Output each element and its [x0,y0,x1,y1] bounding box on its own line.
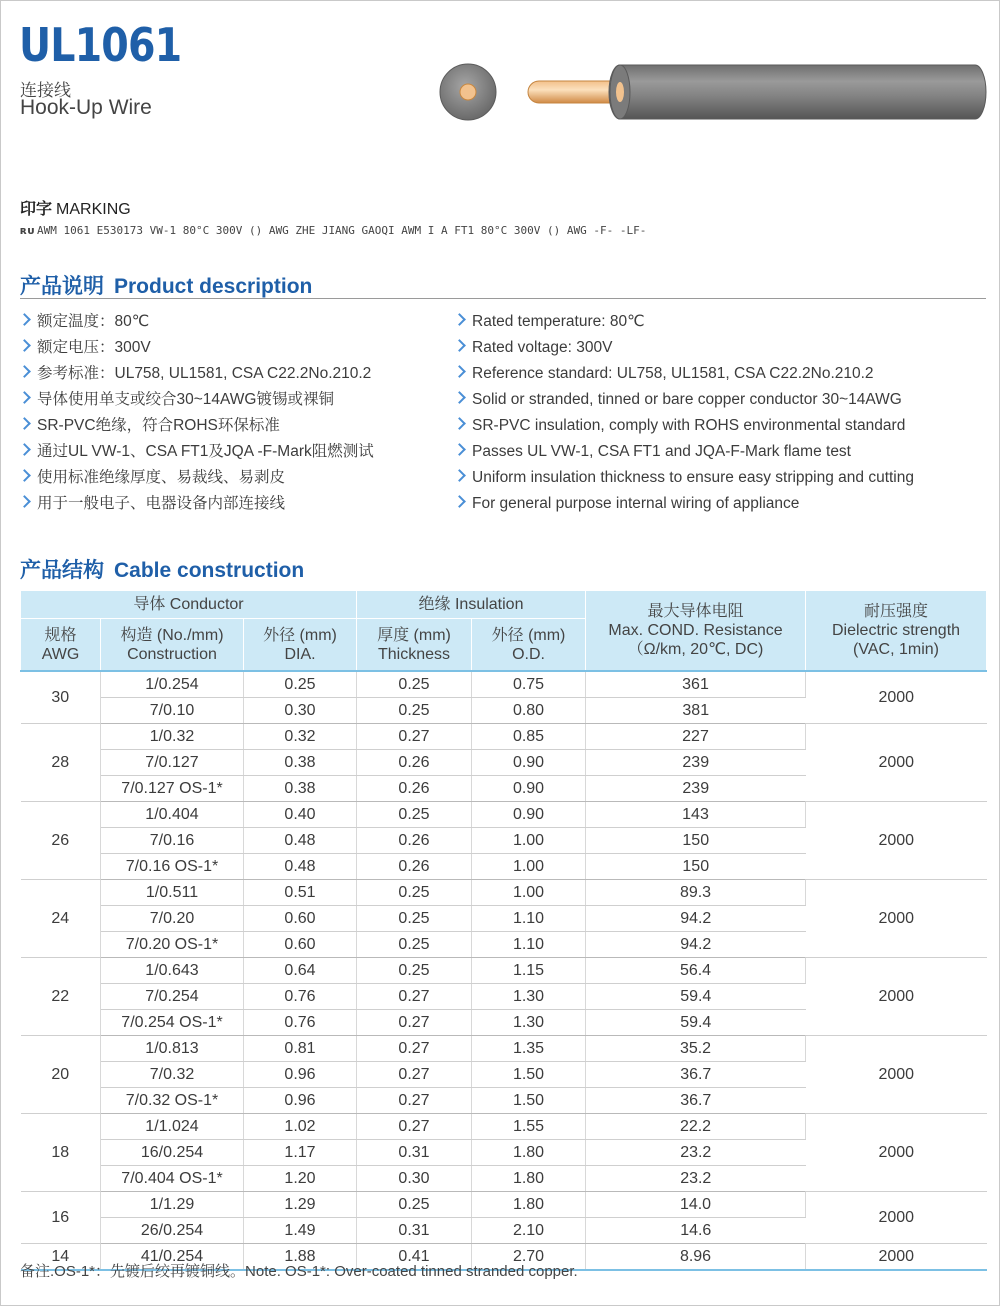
cell-resistance: 59.4 [586,1010,806,1036]
cell-resistance: 150 [586,828,806,854]
chevron-right-icon [18,313,31,326]
cell-od: 1.00 [472,854,586,880]
cell-construction: 7/0.127 OS-1* [101,776,244,802]
header-conductor: 导体 Conductor [21,591,357,619]
cell-construction: 7/0.16 [101,828,244,854]
cell-dia: 1.88 [244,1244,357,1271]
description-text: Rated temperature: 80℃ [472,313,645,330]
description-text: 使用标准绝缘厚度、易裁线、易剥皮 [37,469,286,486]
description-item [20,467,374,493]
description-item [455,467,914,493]
table-row [21,1114,987,1140]
chevron-right-icon [453,391,466,404]
chevron-right-icon [18,495,31,508]
cell-construction: 7/0.254 OS-1* [101,1010,244,1036]
cell-dia: 0.60 [244,906,357,932]
cell-dia: 1.17 [244,1140,357,1166]
cell-dia: 0.76 [244,1010,357,1036]
cell-thickness: 0.25 [357,802,472,828]
description-text: Passes UL VW-1, CSA FT1 and JQA-F-Mark flame test [472,443,851,460]
cell-awg: 28 [21,724,101,802]
product-description-heading: 产品说明 Product description [20,275,313,298]
cell-dielectric: 2000 [806,802,987,880]
cell-od: 1.00 [472,828,586,854]
description-item [455,493,914,519]
cell-construction: 1/0.254 [101,671,244,698]
cell-dielectric: 2000 [806,724,987,802]
description-text: SR-PVC绝缘，符合ROHS环保标准 [37,417,280,434]
cell-thickness: 0.27 [357,1062,472,1088]
cell-dielectric: 2000 [806,671,987,724]
description-item [455,311,914,337]
cell-awg: 20 [21,1036,101,1114]
cell-thickness: 0.26 [357,750,472,776]
wire-side-view [528,65,986,119]
cell-resistance: 361 [586,671,806,698]
chevron-right-icon [18,469,31,482]
cell-thickness: 0.27 [357,724,472,750]
cell-dielectric: 2000 [806,880,987,958]
cell-resistance: 150 [586,854,806,880]
chevron-right-icon [18,365,31,378]
cell-thickness: 0.25 [357,958,472,984]
cell-resistance: 23.2 [586,1140,806,1166]
cell-resistance: 239 [586,750,806,776]
cell-od: 1.50 [472,1088,586,1114]
cell-od: 0.80 [472,698,586,724]
cell-dia: 0.48 [244,828,357,854]
cell-od: 1.10 [472,932,586,958]
cell-construction: 7/0.20 [101,906,244,932]
cell-od: 2.70 [472,1244,586,1271]
cell-thickness: 0.27 [357,1010,472,1036]
cell-construction: 7/0.16 OS-1* [101,854,244,880]
cell-awg: 24 [21,880,101,958]
description-list-en [455,311,914,519]
cell-construction: 1/0.404 [101,802,244,828]
cell-construction: 7/0.32 [101,1062,244,1088]
cell-construction: 26/0.254 [101,1218,244,1244]
cell-dia: 1.20 [244,1166,357,1192]
description-item [455,363,914,389]
cell-thickness: 0.25 [357,906,472,932]
cell-thickness: 0.25 [357,932,472,958]
description-item [455,415,914,441]
cell-thickness: 0.25 [357,1192,472,1218]
cell-od: 1.55 [472,1114,586,1140]
cell-od: 1.10 [472,906,586,932]
cell-construction: 1/0.511 [101,880,244,906]
header-dia: 外径 (mm) DIA. [244,619,357,672]
chevron-right-icon [453,417,466,430]
chevron-right-icon [453,365,466,378]
cell-resistance: 89.3 [586,880,806,906]
cell-construction: 7/0.254 [101,984,244,1010]
description-item [20,363,374,389]
cell-thickness: 0.27 [357,1036,472,1062]
header-resistance: 最大导体电阻 Max. COND. Resistance （Ω/km, 20℃, DC) [586,591,806,672]
cell-thickness: 0.26 [357,854,472,880]
chevron-right-icon [18,443,31,456]
cell-od: 1.50 [472,1062,586,1088]
cell-awg: 26 [21,802,101,880]
cell-dielectric: 2000 [806,1244,987,1271]
cell-thickness: 0.27 [357,1114,472,1140]
section-divider [20,298,986,299]
cell-dia: 0.64 [244,958,357,984]
description-item [455,389,914,415]
chevron-right-icon [18,391,31,404]
cell-dielectric: 2000 [806,1114,987,1192]
cell-thickness: 0.27 [357,1088,472,1114]
header-od: 外径 (mm) O.D. [472,619,586,672]
table-row [21,1036,987,1062]
cell-construction: 1/1.29 [101,1192,244,1218]
cell-od: 0.85 [472,724,586,750]
cell-resistance: 22.2 [586,1114,806,1140]
cell-construction: 1/0.813 [101,1036,244,1062]
description-item [20,389,374,415]
cell-dia: 0.76 [244,984,357,1010]
description-item [20,415,374,441]
table-row [21,802,987,828]
cell-od: 0.90 [472,802,586,828]
subtitle-chinese: 连接线 [20,81,71,100]
cell-resistance: 239 [586,776,806,802]
cell-construction: 1/1.024 [101,1114,244,1140]
cell-dielectric: 2000 [806,1192,987,1244]
chevron-right-icon [18,339,31,352]
cell-dia: 0.96 [244,1062,357,1088]
cell-dia: 1.29 [244,1192,357,1218]
cell-resistance: 36.7 [586,1062,806,1088]
description-item [20,337,374,363]
description-text: For general purpose internal wiring of appliance [472,495,800,512]
cell-dielectric: 2000 [806,1036,987,1114]
cell-construction: 41/0.254 [101,1244,244,1271]
cell-od: 0.90 [472,750,586,776]
cell-resistance: 14.0 [586,1192,806,1218]
cell-thickness: 0.25 [357,671,472,698]
description-item [455,441,914,467]
description-list-cn [20,311,374,519]
wire-cross-section [440,64,496,120]
spec-table [20,590,987,1271]
description-item [20,493,374,519]
footnote: 备注.OS-1*：先镀后绞再镀铜线。Note. OS-1*: Over-coated tinned stranded copper. [20,1263,578,1280]
cell-thickness: 0.31 [357,1140,472,1166]
cell-thickness: 0.31 [357,1218,472,1244]
cell-construction: 7/0.10 [101,698,244,724]
cell-dia: 0.96 [244,1088,357,1114]
table-row [21,880,987,906]
description-text: 参考标准：UL758, UL1581, CSA C22.2No.210.2 [37,365,372,382]
cell-od: 2.10 [472,1218,586,1244]
cell-resistance: 381 [586,698,806,724]
cell-dia: 0.48 [244,854,357,880]
cell-dia: 1.49 [244,1218,357,1244]
cell-construction: 1/0.32 [101,724,244,750]
cell-awg: 14 [21,1244,101,1271]
cell-dia: 0.38 [244,776,357,802]
cell-od: 1.30 [472,1010,586,1036]
description-item [20,311,374,337]
description-text: 额定温度：80℃ [37,313,150,330]
cell-awg: 16 [21,1192,101,1244]
description-item [455,337,914,363]
cell-dia: 0.30 [244,698,357,724]
chevron-right-icon [453,313,466,326]
cell-dia: 0.60 [244,932,357,958]
cell-dia: 0.51 [244,880,357,906]
header-dielectric: 耐压强度 Dielectric strength (VAC, 1min) [806,591,987,672]
ul-logo-icon: ʀᴜ [20,224,35,237]
cell-resistance: 143 [586,802,806,828]
cell-od: 1.30 [472,984,586,1010]
description-text: 用于一般电子、电器设备内部连接线 [37,495,286,512]
cell-dia: 1.02 [244,1114,357,1140]
cell-dia: 0.40 [244,802,357,828]
description-text: Solid or stranded, tinned or bare copper conductor 30~14AWG [472,391,902,408]
cell-thickness: 0.30 [357,1166,472,1192]
cell-dia: 0.81 [244,1036,357,1062]
cell-construction: 7/0.127 [101,750,244,776]
cell-resistance: 36.7 [586,1088,806,1114]
cell-awg: 30 [21,671,101,724]
cell-construction: 7/0.404 OS-1* [101,1166,244,1192]
cell-dia: 0.38 [244,750,357,776]
description-text: 额定电压：300V [37,339,151,356]
cell-resistance: 94.2 [586,932,806,958]
cell-od: 1.80 [472,1140,586,1166]
cell-thickness: 0.26 [357,776,472,802]
marking-heading: 印字 MARKING [20,201,131,218]
cell-resistance: 94.2 [586,906,806,932]
cell-dia: 0.25 [244,671,357,698]
cell-od: 1.80 [472,1192,586,1218]
cell-thickness: 0.25 [357,698,472,724]
cell-resistance: 23.2 [586,1166,806,1192]
header-thickness: 厚度 (mm) Thickness [357,619,472,672]
description-text: 导体使用单支或绞合30~14AWG镀锡或裸铜 [37,391,334,408]
header-construction: 构造 (No./mm) Construction [101,619,244,672]
cell-thickness: 0.41 [357,1244,472,1271]
subtitle-english: Hook-Up Wire [20,96,152,119]
cell-construction: 16/0.254 [101,1140,244,1166]
cell-construction: 7/0.32 OS-1* [101,1088,244,1114]
cell-od: 0.75 [472,671,586,698]
chevron-right-icon [453,495,466,508]
header-awg: 规格 AWG [21,619,101,672]
cell-resistance: 14.6 [586,1218,806,1244]
cell-resistance: 35.2 [586,1036,806,1062]
cell-resistance: 8.96 [586,1244,806,1271]
description-text: Uniform insulation thickness to ensure easy stripping and cutting [472,469,914,486]
cell-od: 1.35 [472,1036,586,1062]
cell-awg: 22 [21,958,101,1036]
chevron-right-icon [18,417,31,430]
wire-illustration [430,52,995,132]
chevron-right-icon [453,469,466,482]
description-text: Rated voltage: 300V [472,339,613,356]
description-text: SR-PVC insulation, comply with ROHS environmental standard [472,417,906,434]
table-row [21,958,987,984]
cell-thickness: 0.25 [357,880,472,906]
chevron-right-icon [453,339,466,352]
cell-od: 1.00 [472,880,586,906]
cell-od: 1.15 [472,958,586,984]
table-row [21,1192,987,1218]
header-insulation: 绝缘 Insulation [357,591,586,619]
marking-text: ʀᴜ AWM 1061 E530173 VW-1 80°C 300V () AWG ZHE JIANG GAOQI AWM I A FT1 80°C 300V () AWG -F- -LF- [20,224,647,237]
table-row [21,724,987,750]
cell-thickness: 0.26 [357,828,472,854]
cell-od: 1.80 [472,1166,586,1192]
table-row [21,671,987,698]
cell-dia: 0.32 [244,724,357,750]
description-text: 通过UL VW-1、CSA FT1及JQA -F-Mark阻燃测试 [37,443,374,460]
cell-od: 0.90 [472,776,586,802]
cell-awg: 18 [21,1114,101,1192]
cell-construction: 1/0.643 [101,958,244,984]
description-item [20,441,374,467]
chevron-right-icon [453,443,466,456]
cell-resistance: 227 [586,724,806,750]
cell-resistance: 59.4 [586,984,806,1010]
product-title: UL1061 [19,18,182,72]
cell-construction: 7/0.20 OS-1* [101,932,244,958]
cell-thickness: 0.27 [357,984,472,1010]
cable-construction-heading: 产品结构 Cable construction [20,559,305,582]
cell-resistance: 56.4 [586,958,806,984]
description-text: Reference standard: UL758, UL1581, CSA C22.2No.210.2 [472,365,874,382]
cell-dielectric: 2000 [806,958,987,1036]
